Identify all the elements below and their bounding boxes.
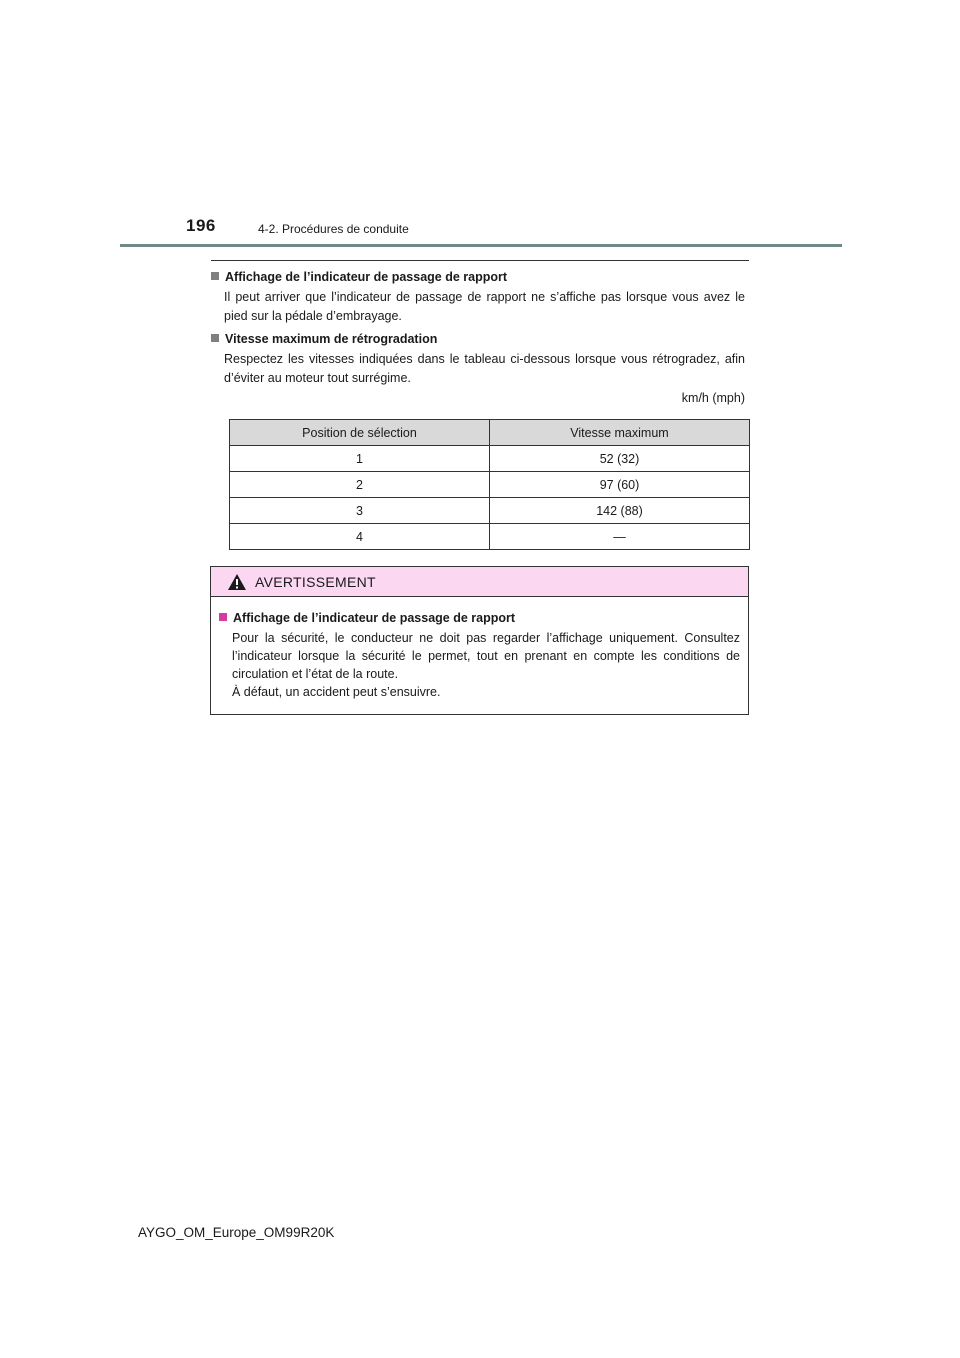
warning-heading: Affichage de l’indicateur de passage de rapport [233,611,516,625]
square-bullet-icon [219,613,227,621]
section-heading: Affichage de l’indicateur de passage de rapport [225,270,508,284]
table-cell: 1 [230,446,490,472]
section-text: Respectez les vitesses indiquées dans le tableau ci-dessous lorsque vous rétrogradez, afin d’éviter au moteur tout surrégime. [224,352,745,385]
warning-triangle-icon [227,573,247,591]
table-row [230,524,750,550]
table-cell: 4 [230,524,490,550]
page-number: 196 [186,216,216,235]
footer-doc-id: AYGO_OM_Europe_OM99R20K [138,1225,335,1240]
table-cell: 3 [230,498,490,524]
warning-body [211,597,748,701]
table-cell: — [490,524,750,550]
square-bullet-icon [211,272,219,280]
table-row [230,472,750,498]
unit-label: km/h (mph) [681,391,745,405]
square-bullet-icon [211,334,219,342]
table-row [230,498,750,524]
table-cell: 97 (60) [490,472,750,498]
section-text: Il peut arriver que l’indicateur de passage de rapport ne s’affiche pas lorsque vous avez le pied sur la pédale d’embrayage. [224,290,745,323]
table-header-row [230,420,750,446]
section-downshift-speed [211,330,745,388]
warning-text-consequence: À défaut, un accident peut s’ensuivre. [232,685,441,699]
speed-table [229,419,750,550]
warning-header [211,567,748,597]
section-title: 4-2. Procédures de conduite [258,222,409,236]
warning-text: Pour la sécurité, le conducteur ne doit pas regarder l’affichage uniquement. Consultez l’indicateur lorsque la sécurité le permet, tout en prenant en compte les conditions de circulation et l’état de la route. [232,631,740,681]
table-cell: 2 [230,472,490,498]
table-cell: 52 (32) [490,446,750,472]
table-header-cell: Vitesse maximum [490,420,750,446]
section-heading: Vitesse maximum de rétrogradation [225,332,438,346]
table-header-cell: Position de sélection [230,420,490,446]
section-gear-indicator [211,268,745,326]
warning-box [210,566,749,715]
header-rule [120,244,842,247]
warning-title: AVERTISSEMENT [255,573,376,590]
table-cell: 142 (88) [490,498,750,524]
content-rule [211,260,749,261]
table-row [230,446,750,472]
